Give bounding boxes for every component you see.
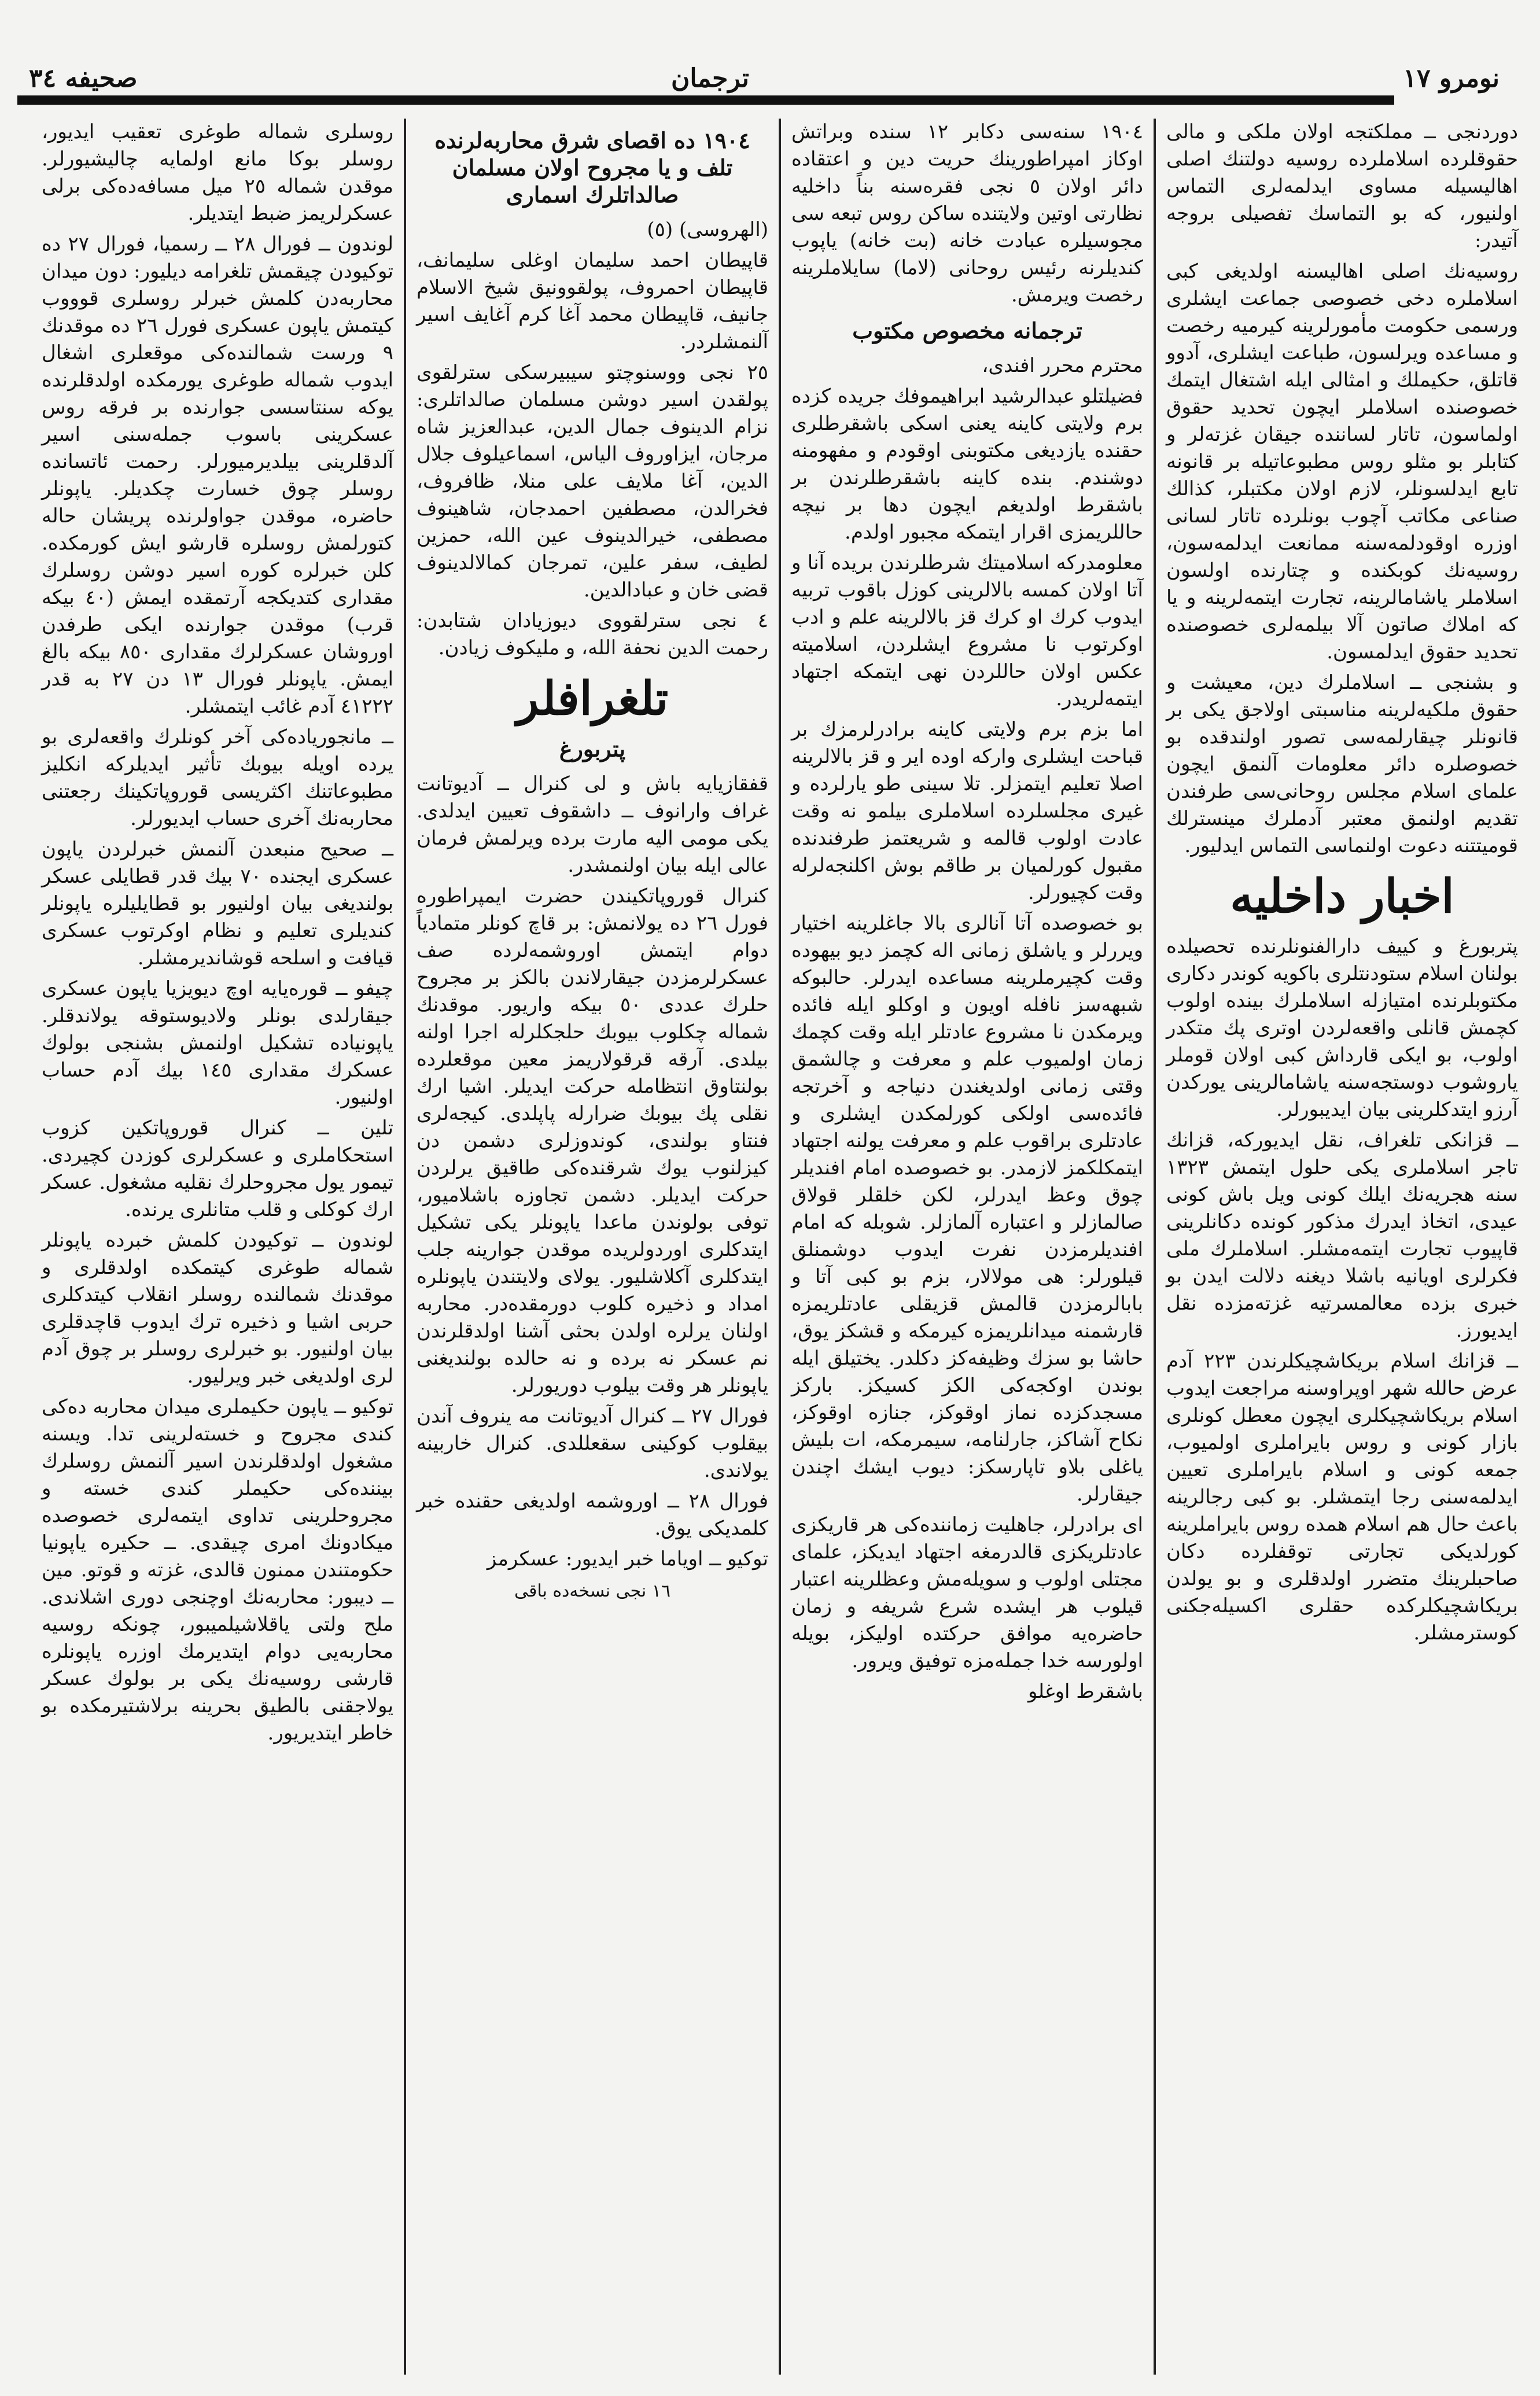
article-heading: پتربورغ — [559, 736, 626, 762]
paragraph: چیفو ــ قوره‌یایه اوچ دیویزیا یاپون عسکری جیقارلدی بونلر ولادیوستوقه یولاندقلر. یاپونیاده تشکیل اولنمش بشنجی بولوك عسکرك مقداری ۱٤٥ بیك آدم حساب اولنیور. — [42, 977, 394, 1109]
paragraph: معلومدرکه اسلامیتك شرطلرندن بریده آنا و آتا اولان کمسه بالالرینی کوزل باقوب تربیه ایدوب کرك او کرك قز بالالرینه علم و ادب اوکرتوب نا مشروع ایشلردن، اسلامیته عکس اولان حاللردن نهی ایتمکه اجتهاد ایتمه‌لریدر. — [791, 551, 1143, 710]
continuation-note: ۱٦ نجی نسخه‌ده باقی — [514, 1581, 671, 1601]
column-divider — [779, 119, 781, 2375]
paragraph: روسلری شماله طوغری تعقیب ایدیور، روسلر بوکا مانع اولمایه چالیشیورلر. موقدن شماله ۲٥ میل مسافه‌ده‌کی برلی عسکرلریمز ضبط ایتدیلر. — [42, 120, 393, 225]
column-1 — [1157, 119, 1527, 2375]
paragraph: ــ قزانکی تلغراف، نقل ایدیورکه، قزانك تاجر اسلاملری یکی حلول ایتمش ۱۳۲۳ سنه هجریه‌نك ایلك کونی ویل باش کونی عیدی، اتخاذ ایدرك مذکور کونده دکانلرینی قاپیوب تجارت ایتمه‌مشلر. اسلاملرك ملی فکرلری اویانیه باشلا دیغنه دلالت ایدن بو خبری بزده معالمسرتیه غزته‌مزده نقل ایدیورز. — [1166, 1129, 1518, 1342]
paragraph: تلین ــ کنرال قوروپاتکین کزوب استحکاملری و عسکرلری کوزدن کچیردی. تیمور یول مجروحلرك نقلیه مشغول. عسکر ارك کوکلی و قلب متانلری یرنده. — [42, 1116, 393, 1221]
columns — [12, 119, 1527, 2375]
paragraph: ٤ نجی سترلقووی دیوزیادان شتابدن: رحمت الدین نحفة الله، و ملیکوف زیادن. — [417, 609, 768, 659]
column-2 — [782, 119, 1152, 2375]
paragraph: توکیو ــ اویاما خبر ایدیور: عسکرمز — [487, 1547, 768, 1571]
paragraph: ــ صحیح منبعدن آلنمش خبرلردن یاپون عسکری ایجنده ۷٠ بیك قدر قطایلی عسکر بولندیغی بیان اولنیور بو قطایلیلره یاپونلر کندیلری تعلیم و نظام اوکرتوب عسکری قیافت و اسلحه قوشاندیرمشلر. — [42, 838, 393, 970]
paragraph: و بشنجی ــ اسلاملرك دین، معیشت و حقوق ملکیه‌لرینه مناسبتی اولاجق یکی بر قانونلر چیقارلمه‌سی تصور اولندقده بو خصوصلره دائر معلومات آلنمق ایچون علمای اسلام مجلس روحانی‌سی طرفندن تقدیم اولنمق معتبر آدملرك مینسترلك قومیتتنه دعوت اولنماسی التماس ایدلیور. — [1166, 671, 1518, 857]
column-divider — [404, 119, 406, 2375]
paragraph: قاپیطان احمد سلیمان اوغلی سلیمانف، قاپیطان احمروف، پولقوونیق شیخ الاسلام جانیف، قاپیطان محمد آغا کرم آغایف اسیر آلنمشلردر. — [417, 249, 768, 353]
paragraph: ۲٥ نجی ووسنوچتو سیبیرسکی سترلقوی پولقدن اسیر دوشن مسلمان صالداتلری: نزام الدینوف جمال الدین، عبدالعزیز شاه مرجان، ایزاوروف الیاس، اسماعیلوف جلال الدین، آغا ملایف علی منلا، ظافروف، فخرالدن، مصطفین احمدجان، شاهینوف مصطفی، خیرالدینوف عین الله، حمزین لطیف، سفر علین، تمرجان کمالالدینوف قضی خان و عبادالدین. — [417, 361, 768, 602]
section-heading: تلغرافلر — [516, 671, 669, 725]
column-divider — [1154, 119, 1156, 2375]
issue-number: نومرو ۱۷ — [1403, 64, 1500, 93]
paragraph: فضیلتلو عبدالرشید ابراهیموفك جریده کزده برم ولایتی کاینه یعنی اسکی باشقرطلری حقنده یازدیغی مکتوبنی اوقودم و مفهومنه دوشندم. بنده کاینه باشقرطلرندن بر باشقرط اولدیغم ایچون دها بر نیچه حاللریمزی اقرار ایتمکه مجبور اولدم. — [791, 385, 1143, 544]
paragraph: (الهروسی) (٥) — [647, 218, 768, 241]
paragraph: لوندون ــ توکیودن کلمش خبرده یاپونلر شماله طوغری کیتمکده اولدقلری و موقدنك شمالنده روسلر انقلاب کیتدکلری حربی اشیا و ذخیره ترك ایدوب قاچدقلری بیان اولنیور. بو خبرلری روسلر بر چوق آدم لری اولدیغی خبر ویرلیور. — [42, 1229, 393, 1388]
paragraph: قفقازیایه باش و لی کنرال ــ آدیوتانت غراف وارانوف ــ داشقوف تعیین ایدلدی. یکی مومی الیه مارت برده ویرلمش فرمان عالی ایله بیان اولنمشدر. — [417, 772, 768, 877]
header-rule — [17, 95, 1394, 105]
paragraph: پتربورغ و کییف دارالفنونلرنده تحصیلده بولنان اسلام ستودنتلری باکویه کوندر دکاری مکتوبلرنده امتیازله اسلاملرك بینده اولوب کچمش قانلی واقعه‌لردن اوتری پك متکدر اولوب، بو ایکی قارداش کبی اولان قوملر یاروشوب دوستجه‌سنه یاشامالرینی یورکدن آرزو ایتدکلرینی بیان ایدیبورلر. — [1166, 935, 1518, 1121]
paragraph: دوردنجی ــ مملکتجه اولان ملکی و مالی حقوقلرده اسلاملرده روسیه دولتنك اصلی اهالیسیله مساوی ایدلمه‌لری التماس اولنیور، که بو التماسك تفصیلی بروجه آتیدر: — [1166, 120, 1518, 252]
page-number: صحیفه ۳٤ — [29, 64, 138, 93]
column-3 — [407, 119, 778, 2375]
paragraph: ای برادرلر، جاهلیت زماننده‌کی هر قاریکزی عادتلریکزی قالدرمغه اجتهاد ایدیکز، علمای مجتلی اولوب و سویله‌مش وعظلرینه اعتبار قیلوب هر ایشده شرع شریفه و زمان حاضره‌یه موافق حرکتده اولیکز، بویله اولورسه خدا جمله‌مزه توفیق ویرور. — [791, 1513, 1143, 1672]
paragraph: باشقرط اوغلو — [1028, 1680, 1143, 1703]
paragraph: ــ مانجوریاده‌کی آخر کونلرك واقعه‌لری بو یرده اویله بیوبك تأثیر ایدیلرکه انکلیز مطبوعاتنك اکثریسی قوروپاتکینك رجعتنی محاربه‌نك آخری حساب ایدیورلر. — [42, 725, 393, 830]
column-4 — [32, 119, 403, 2375]
newspaper-title: ترجمان — [671, 64, 749, 93]
paragraph: فورال ۲۷ ــ کنرال آدیوتانت مه ینروف آندن بیقلوب کوکینی سقعللدی. کنرال خاربینه یولاندی. — [417, 1405, 768, 1482]
paragraph: کنرال قوروپاتکیندن حضرت ایمپراطوره فورل ۲٦ ده یولانمش: بر قاچ کونلر متمادیاً دوام ایتمش اوروشمه‌لرده صف عسکرلرمزدن جیقارلاندن بالکز بر مجروح حلرك عددی ٥٠ بیکه واریور. موقدنك شماله چکلوب بیوبك حلجکلرله اجرا اولنه بیلدی. آرقه قرقولاریمز معین موقعلرده بولنتاوق انتظامله حرکت ایدیلر. اشیا ارك نقلی پك بیوبك ضرارله پاپلدی. کیجه‌لری فنتاو بولندی، کوندوزلری دشمن دن کیزلنوب یوك شرقنده‌کی طاقیق یرلردن حرکت ایدیلر. دشمن تجاوزه باشلامیور، توفی بولوندن ماعدا یاپونلر یکی تشکیل ایتدکلری اوردولریده موقدن جوارینه جلب ایتدکلری آکلاشلیور. یولای ولایتندن یاپونلره امداد و ذخیره کلوب دورمقده‌در. محاربه اولنان یرلره اولدن بحثی آشنا اولدقلرندن نم عسکر نه برده و نه حالده بولندیغنی یاپونلر هر وقت بیلوب دوریورلر. — [417, 884, 768, 1397]
paragraph: فورال ۲۸ ــ اوروشمه اولدیغی حقنده خبر کلمدیکی یوق. — [417, 1490, 768, 1540]
paragraph: توکیو ــ یاپون حکیملری میدان محاربه ده‌کی کندی مجروح و خسته‌لرینی تدا. ویسنه مشغول اولدقلرندن اسیر آلنمش روسلرك بیننده‌کی حکیملر کندی خسته و مجروحلرینی تداوی ایتمه‌لری خصوصده میکادونك امری چیقدی. ــ حکیره یاپونیا حکومتندن ممنون قالدی، غزته و قوتو. مین ــ دیبور: محاربه‌نك اوچنجی دوری اشلاندی. ملح ولتی یاقلاشیلمیبور، چونکه روسیه محاربه‌یی دوام ایتدیرمك اوزره یاپونلره قارشی روسیه‌نك یکی بر بولوك عسکر یولاجقنی بالطیق بحرینه برلاشتیرمکده بو خاطر ایتدیریور. — [42, 1395, 393, 1745]
section-heading: اخبار داخلیه — [1230, 869, 1454, 923]
page-header — [17, 52, 1523, 98]
paragraph: اما بزم برم ولایتی کاینه برادرلرمزك بر قباحت ایشلری وارکه اوده ایر و قز بالالرینه اصلا تعلیم ایتمزلر. تلا سینی طو یارلرده و غیری مجلسلرده اسلاملری بیلمو نه وقت عادت اولوب قالمه و شریعتمز طرفندنده مقبول کورلمیان بر طاقم بوش اکلنجه‌لرله وقت کچیورلر. — [791, 718, 1143, 904]
paragraph: ــ قزانك اسلام بریکاشچیکلرندن ۲۲۳ آدم عرض حالله شهر اوپراوسنه مراجعت ایدوب اسلام بریکاشچیکلری ایچون معطل کونلری بازار کونی و روس بایراملری اولمیوب، جمعه کونی و اسلام بایراملری تعیین ایدلمه‌سنی رجا ایتمشلر. بو کبی رجالرینه باعث حال هم اسلام همده روس بایراملرینه کورلدیکی تجارتی توقفلرده دکان صاحبلرینك متضرر اولدقلری و بو یولدن بریکاشچیکلرکده حقلری اکسیله‌جکنی کوسترمشلر. — [1166, 1350, 1518, 1645]
paragraph: لوندون ــ فورال ۲۸ ــ رسمیا، فورال ۲۷ ده توکیودن چیقمش تلغرامه دیلیور: دون میدان محاربه‌دن کلمش خبرلر روسلری قوووب کیتمش یاپون عسکری فورل ۲٦ ده موقدنك ۹ ورست شمالنده‌کی موقعلری اشغال ایدوب شماله طوغری یورمکده اولدقلرنده یوکه سنتاسسی جوارنده بر فرقه روس عسکرینی باسوب جمله‌سنی اسیر آلدقلرینی بیلدیرمیورلر. رحمت ئاتسانده روسلر چوق خسارت چکدیلر. یاپونلر حاضره، موقدن جواولرنده پریشان حاله کتورلمش روسلره قارشو ایش کورمکده. کلن خبرلره کوره اسیر دوشن روسلرك مقداری کتدیکجه آرتمقده ایمش (٤٠ بیکه قرب) موقدن جوارنده ایکی طرفدن اوروشان عسکرلرك مقداری ۸٥٠ بیکه بالغ ایمش. یاپونلر فورال ۱۳ دن ۲۷ به قدر ٤١٢٢٢ آدم غائب ایتمشلر. — [42, 233, 394, 718]
article-heading: ترجمانه مخصوص مکتوب — [852, 318, 1082, 344]
paragraph: ۱۹۰٤ سنه‌سی دکابر ۱۲ سنده وبراتش اوکاز امپراطورینك حریت دین و اعتقاده دائر اولان ٥ نجی فقره‌سنه بناً داخلیه نظارتی اوتین ولایتنده ساکن روس تبعه سی مجوسیلره عبادت خانه (بت خانه) یاپوب کندیلرنه رئیس روحانی (لاما) سایلاملرینه رخصت ویرمش. — [791, 120, 1144, 307]
paragraph: روسیه‌نك اصلی اهالیسنه اولدیغی کبی اسلاملره دخی خصوصی جماعت ایشلری ورسمی حکومت مأمورلرینه کیرمیه رخصت و مساعده ویرلسون، طباعت ایشلری، آدوو قاتلق، حکیملك و امثالی ایله اشتغال ایتمك خصوصنده اسلاملر ایچون تحدید حقوق اولماسون، تاتار لساننده جیقان غزته‌لر و کتابلر بو مثلو روس مطبوعاتیله بر قانونه تابع ایدلسونلر، لازم اولان مکتبلر، کذالك صناعی مکاتب آچوب بونلرده تاتار لسانی اوزره اوقودلمه‌سنه ممانعت ایدلمه‌سون، روسیه‌نك کوبکنده و چتارنده اولسون اسلاملر یاشامالرینه، تجارت ایتمه‌لرینه و یا که املاك صاتون آلا بیلمه‌لری خصوصنده تحدید حقوق ایدلمسون. — [1166, 260, 1518, 663]
article-heading: ۱۹۰٤ ده اقصای شرق محاربه‌لرنده تلف و یا مجروح اولان مسلمان صالداتلرك اسماری — [434, 127, 750, 208]
paragraph: محترم محرر افندی، — [982, 354, 1143, 377]
paragraph: بو خصوصده آتا آنالری بالا جاغلرینه اختیار ویررلر و یاشلق زمانی اله کچمز دیو بیهوده وقت کچیرملرینه مساعده ایدرلر. حالبوکه شبهه‌سز نافله اویون و اوکلو ایله فائده ویرمکدن نا مشروع عادتلر ایله وقت کچمك زمان اولمیوب علم و معرفت و چالشمق وقتی زمانی اولدیغندن دنیاجه و آخرتجه فائده‌سی اولکی کورلمکدن ایشلری و عادتلری براقوب علم و معرفت یولنه اجتهاد ایتمکلکمز لازمدر. بو خصوصده امام افندیلر چوق وعظ ایدرلر، لکن خلقلر قولاق صالمازلر و اعتباره آلمازلر. شوبله که امام افندیلرمزدن نفرت ایدوب دوشمنلق قیلورلر: هی مولالار، بزم بو کبی آتا و بابالرمزدن قالمش قزیقلی عادتلریمزه قارشمنه میدانلریمزه کیرمکه و قشکز یوق، حاشا بو سزك وظیفه‌کز دکلدر. یختیلق ایله بوندن اوکجه‌کی الکز کسیکز. بارکز مسجدکزده نماز اوقوکز، جنازه اوقوکز، نکاح آشاکز، جارلنامه، سیمرمکه، ات بلیش یاغلی بلاو تاپارسکز: دیوب ایشك اچندن جیقارلر. — [791, 912, 1143, 1506]
